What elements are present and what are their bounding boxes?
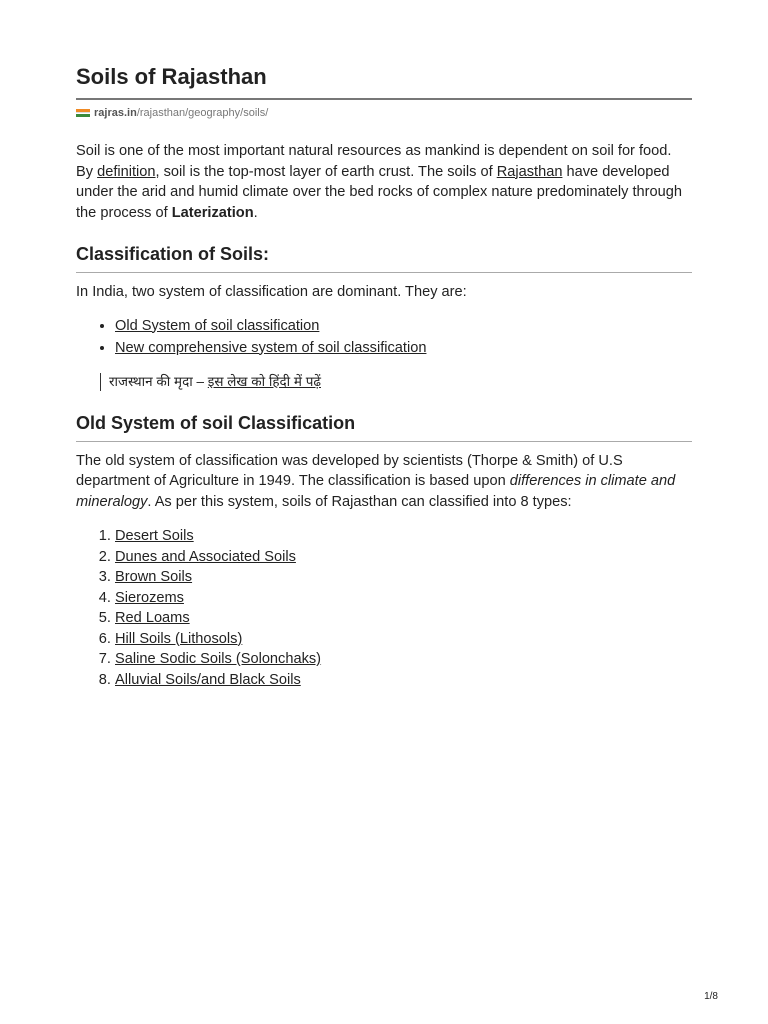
- source-url: [76, 107, 692, 119]
- list-item: [115, 526, 692, 547]
- classification-text: In India, two system of classification are dominant. They are:: [76, 284, 467, 300]
- page-number: 1/8: [704, 991, 718, 1002]
- list-item: [115, 649, 692, 670]
- new-system-link[interactable]: New comprehensive system of soil classification: [115, 339, 427, 356]
- sierozems-link[interactable]: Sierozems: [115, 589, 184, 606]
- hill-soils-link[interactable]: Hill Soils (Lithosols): [115, 630, 243, 647]
- laterization-term: Laterization: [171, 204, 254, 221]
- hindi-article-link[interactable]: इस लेख को हिंदी में पढ़ें: [207, 373, 321, 389]
- list-item: [115, 588, 692, 609]
- list-item: [115, 337, 692, 359]
- list-item: [115, 547, 692, 568]
- hindi-note: राजस्थान की मृदा – इस लेख को हिंदी में पढ़ें: [100, 373, 692, 391]
- source-path[interactable]: /rajasthan/geography/soils/: [136, 107, 269, 119]
- classification-heading: Classification of Soils:: [76, 244, 692, 273]
- classification-list: [76, 315, 692, 359]
- old-system-heading: Old System of soil Classification: [76, 413, 692, 442]
- india-flag-icon: [76, 109, 90, 117]
- list-item: [115, 670, 692, 691]
- soil-types-list: [76, 526, 692, 690]
- rajasthan-link[interactable]: Rajasthan: [496, 163, 563, 180]
- alluvial-soils-link[interactable]: Alluvial Soils/and Black Soils: [115, 671, 301, 688]
- document-page: [76, 64, 692, 690]
- list-item: [115, 567, 692, 588]
- list-item: [115, 608, 692, 629]
- old-system-text: The old system of classification was developed by scientists (Thorpe & Smith) of U.S department of Agriculture in 1949. The classification is based upon differences in climate and mineralogy. As per this system, soils of Rajasthan can classified into 8 types:: [76, 452, 676, 510]
- old-system-link[interactable]: Old System of soil classification: [115, 317, 320, 334]
- desert-soils-link[interactable]: Desert Soils: [115, 528, 194, 544]
- dunes-soils-link[interactable]: Dunes and Associated Soils: [115, 548, 296, 565]
- source-domain[interactable]: rajras.in: [94, 107, 137, 119]
- saline-sodic-soils-link[interactable]: Saline Sodic Soils (Solonchaks): [115, 651, 322, 667]
- list-item: [115, 315, 692, 337]
- red-loams-link[interactable]: Red Loams: [115, 610, 190, 626]
- list-item: [115, 629, 692, 650]
- brown-soils-link[interactable]: Brown Soils: [115, 569, 193, 585]
- page-title: Soils of Rajasthan: [76, 64, 692, 100]
- definition-link[interactable]: definition: [97, 163, 156, 180]
- intro-paragraph: Soil is one of the most important natural resources as mankind is dependent on soil for food. By definition, soil is the top-most layer of earth crust. The soils of Rajasthan have developed under the arid and humid climate over the bed rocks of complex nature predominately through the process of Laterization.: [76, 143, 682, 221]
